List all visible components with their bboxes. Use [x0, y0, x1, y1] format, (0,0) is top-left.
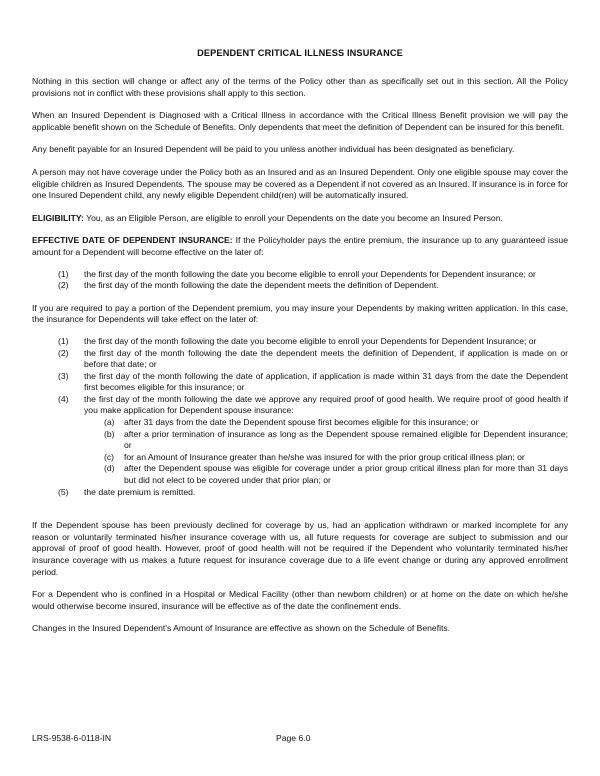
paragraph-benefit-payable: Any benefit payable for an Insured Dependent will be paid to you unless another individual has been designated as beneficiary.: [32, 144, 515, 155]
list-item: [58, 371, 568, 394]
list-item: [58, 348, 568, 371]
list-item: [58, 394, 568, 487]
list-employer-paid-effective-dates: [32, 269, 568, 292]
paragraph-dual-coverage: A person may not have coverage under the Policy both as an Insured and as an Insured Dependent. Only one eligible spouse may cover the eligible children as Insured Dependents. The spouse may be covered as a Dependent if not covered as an Insured. If insurance is in force for one Insured Dependent child, any newly eligible Dependent child(ren) will be automatically insured.: [32, 166, 568, 201]
sublist-marker: (c): [104, 451, 115, 462]
sublist-item-text: after 31 days from the date the Dependent spouse first becomes eligible for this insurance; or: [124, 417, 479, 428]
list-marker: (4): [58, 393, 69, 404]
sublist-marker: (d): [104, 463, 115, 474]
list-item-text: the first day of the month following the date of application, if application is made within 31 days from the date the Dependent first becomes eligible for this insurance; or: [84, 370, 568, 393]
list-marker: (1): [58, 268, 69, 279]
list-item-text: the first day of the month following the date you become eligible to enroll your Dependents for Dependent insurance; or: [84, 268, 536, 279]
sublist-item: [104, 452, 568, 464]
list-spacer: [32, 509, 568, 520]
form-id: LRS-9538-6-0118-IN: [32, 733, 112, 743]
sublist-proof-of-good-health: [84, 417, 568, 487]
list-marker: (3): [58, 370, 69, 381]
list-item-text: the date premium is remitted.: [84, 486, 196, 497]
page-number: Page 6.0: [276, 733, 311, 743]
list-item-text: the first day of the month following the date we approve any required proof of good health. We require proof of good health if you make application for Dependent spouse insurance:: [84, 393, 568, 416]
list-item: [58, 336, 568, 348]
list-item: [58, 269, 568, 281]
paragraph-previously-declined: If the Dependent spouse has been previously declined for coverage by us, had an application withdrawn or marked incomplete for any reason or voluntarily terminated his/her insurance coverage with us, all future requests for coverage are subject to submission and our approval of proof of good health. However, proof of good health will not be required if the Dependent who voluntarily terminated his/her insurance coverage with us makes a future request for insurance coverage due to a life event change or during any approved enrollment period.: [32, 520, 568, 577]
effective-date-heading: EFFECTIVE DATE OF DEPENDENT INSURANCE:: [32, 235, 233, 246]
list-item-text: the first day of the month following the date the dependent meets the definition of Dependent, if application is made on or before that date; or: [84, 347, 568, 370]
list-marker: (1): [58, 335, 69, 346]
paragraph-scope: Nothing in this section will change or affect any of the terms of the Policy other than as specifically set out in this section. All the Policy provisions not in conflict with these provisions shall apply to this section.: [32, 76, 568, 98]
sublist-marker: (a): [104, 417, 115, 428]
page-title: DEPENDENT CRITICAL ILLNESS INSURANCE: [197, 48, 403, 58]
paragraph-confinement: For a Dependent who is confined in a Hospital or Medical Facility (other than newborn children) or at home on the date on which he/she would otherwise become insured, insurance will be effective as of the date the confinement ends.: [32, 589, 568, 611]
paragraph-diagnosis-benefit: When an Insured Dependent is Diagnosed with a Critical Illness in accordance with the Critical Illness Benefit provision we will pay the applicable benefit shown on the Schedule of Benefits. Only dependents that meet the definition of Dependent can be insured for this benefit.: [32, 110, 568, 132]
list-marker: (5): [58, 486, 69, 497]
document-body: [32, 48, 568, 646]
sublist-item: [104, 417, 568, 429]
list-item: [58, 487, 568, 499]
list-marker: (2): [58, 280, 69, 291]
eligibility-heading: ELIGIBILITY:: [32, 212, 84, 223]
sublist-item: [104, 463, 568, 486]
paragraph-written-application: If you are required to pay a portion of the Dependent premium, you may insure your Dependents by making written application. In this case, the insurance for Dependents will take effect on the later of:: [32, 302, 568, 325]
effective-date-text: If the Policyholder pays the entire premium, the insurance up to any guaranteed issue amount for a Dependent will become effective on the later of:: [32, 235, 568, 257]
sublist-item-text: for an Amount of Insurance greater than he/she was insured for with the prior group critical illness plan; or: [124, 451, 525, 462]
sublist-item-text: after a prior termination of insurance as long as the Dependent spouse remained eligible for Dependent insurance; or: [124, 428, 568, 451]
sublist-marker: (b): [104, 428, 115, 439]
sublist-item-text: after the Dependent spouse was eligible for coverage under a prior group critical illness plan for more than 31 days but did not elect to be covered under that prior plan; or: [124, 463, 568, 486]
list-item-text: the first day of the month following the date the dependent meets the definition of Dependent.: [84, 280, 439, 291]
list-marker: (2): [58, 347, 69, 358]
list-contributory-effective-dates: [32, 336, 568, 498]
paragraph-eligibility: [32, 213, 568, 225]
eligibility-text: You, as an Eligible Person, are eligible to enroll your Dependents on the date you become an Insured Person.: [83, 212, 503, 223]
paragraph-effective-date: [32, 235, 568, 258]
list-item-text: the first day of the month following the date you become eligible to enroll your Dependents for Dependent Insurance; or: [84, 335, 537, 346]
paragraph-amount-changes: Changes in the Insured Dependent's Amount of Insurance are effective as shown on the Schedule of Benefits.: [32, 623, 451, 634]
list-item: [58, 280, 568, 292]
sublist-item: [104, 429, 568, 452]
